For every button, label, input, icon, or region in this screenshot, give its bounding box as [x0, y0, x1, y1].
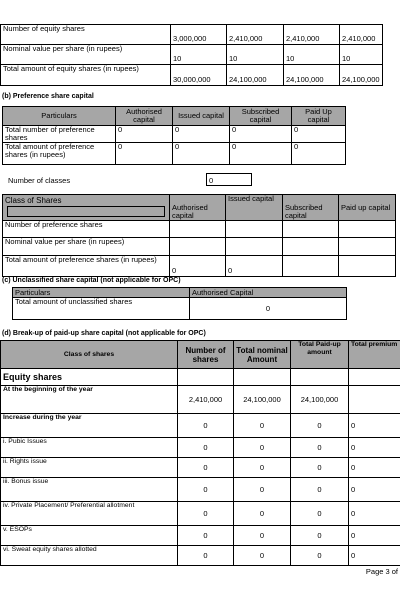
table-row: [1, 478, 400, 502]
table-row: [3, 221, 396, 238]
authorised-value: 30,000,000: [171, 65, 227, 86]
col-header-total-paid-up-amount: Total Paid-up amount: [291, 341, 349, 369]
number-of-shares-value: 0: [178, 414, 234, 438]
total-nominal-amount-value: 0: [234, 478, 291, 502]
table-row: [1, 25, 383, 45]
col-header-particulars: Particulars: [13, 288, 190, 298]
table-row: [3, 126, 346, 143]
subscribed-value: 24,100,000: [284, 65, 340, 86]
row-label: iii. Bonus issue: [1, 478, 178, 502]
table-header-row: [13, 288, 347, 298]
total-premium-value: 0: [349, 502, 400, 526]
class-of-shares-table: [2, 194, 396, 277]
issued-value: 10: [227, 45, 284, 65]
subscribed-value: [283, 221, 339, 238]
col-header-number-of-shares: Number of shares: [178, 341, 234, 369]
authorised-value: 0: [190, 298, 347, 320]
total-paid-up-value: 0: [291, 414, 349, 438]
table-row: [3, 256, 396, 277]
unclassified-capital-table: [12, 287, 347, 320]
subscribed-value: 2,410,000: [284, 25, 340, 45]
table-header-row: [3, 107, 346, 126]
subscribed-value: [283, 238, 339, 256]
paid-up-value: [339, 256, 396, 277]
subscribed-value: 0: [230, 126, 292, 143]
subscribed-value: [283, 256, 339, 277]
table-row: [1, 458, 400, 478]
total-premium-value: [349, 386, 400, 414]
total-premium-value: 0: [349, 478, 400, 502]
table-header-row: [1, 341, 400, 369]
number-of-shares-value: 0: [178, 526, 234, 546]
row-label: At the beginning of the year: [1, 386, 178, 414]
col-header-authorised: Authorised capital: [116, 107, 173, 126]
subscribed-value: 10: [284, 45, 340, 65]
preference-capital-table: [2, 106, 346, 165]
row-label: ii. Rights issue: [1, 458, 178, 478]
authorised-value: [170, 221, 226, 238]
col-header-subscribed: Subscribed capital: [230, 107, 292, 126]
subscribed-value: 0: [230, 143, 292, 165]
empty-cell: [178, 369, 234, 386]
col-header-paid-up: Paid Up capital: [292, 107, 346, 126]
issued-value: 24,100,000: [227, 65, 284, 86]
table-row: [1, 45, 383, 65]
total-nominal-amount-value: 0: [234, 526, 291, 546]
table-row: [1, 414, 400, 438]
col-header-issued: Issued capital: [226, 195, 283, 221]
class-of-shares-header-label: Class of Shares: [5, 196, 62, 205]
row-label: Total amount of equity shares (in rupees): [1, 65, 171, 86]
table-row: [1, 386, 400, 414]
row-label: Total amount of preference shares (in rupees): [3, 143, 116, 165]
paid-up-value: [339, 238, 396, 256]
col-header-particulars: Particulars: [3, 107, 116, 126]
total-nominal-amount-value: 0: [234, 414, 291, 438]
issued-value: 0: [173, 126, 230, 143]
table-row: [3, 238, 396, 256]
row-label: Number of preference shares: [3, 221, 170, 238]
number-of-shares-value: 2,410,000: [178, 386, 234, 414]
table-row: [1, 65, 383, 86]
table-row: [13, 298, 347, 320]
number-of-shares-value: 0: [178, 438, 234, 458]
preference-section-title: (b) Preference share capital: [2, 93, 94, 100]
breakup-rows: [1, 386, 400, 566]
row-label: Total amount of unclassified shares: [13, 298, 190, 320]
row-label: iv. Private Placement/ Preferential allotment: [1, 502, 178, 526]
number-of-shares-value: 0: [178, 502, 234, 526]
authorised-value: [170, 238, 226, 256]
row-label: vi. Sweat equity shares allotted: [1, 546, 178, 566]
total-paid-up-value: 0: [291, 438, 349, 458]
number-of-classes-input[interactable]: 0: [206, 173, 252, 186]
paid-up-breakup-table: [0, 340, 400, 566]
equity-shares-label: Equity shares: [1, 369, 178, 386]
total-nominal-amount-value: 0: [234, 458, 291, 478]
authorised-value: 0: [116, 126, 173, 143]
authorised-value: 10: [171, 45, 227, 65]
authorised-value: 0: [116, 143, 173, 165]
number-of-shares-value: 0: [178, 478, 234, 502]
number-of-shares-value: 0: [178, 546, 234, 566]
breakup-section-title: (d) Break-up of paid-up share capital (not applicable for OPC): [2, 330, 206, 337]
issued-value: [226, 238, 283, 256]
total-paid-up-value: 0: [291, 478, 349, 502]
col-header-issued: Issued capital: [173, 107, 230, 126]
issued-value: 2,410,000: [227, 25, 284, 45]
issued-value: 0: [173, 143, 230, 165]
col-header-class-of-shares: [3, 195, 170, 221]
row-label: Nominal value per share (in rupees): [1, 45, 171, 65]
total-paid-up-value: 0: [291, 546, 349, 566]
total-paid-up-value: 0: [291, 502, 349, 526]
total-premium-value: 0: [349, 414, 400, 438]
row-label: Increase during the year: [1, 414, 178, 438]
table-row: [1, 438, 400, 458]
issued-value: [226, 221, 283, 238]
total-nominal-amount-value: 0: [234, 502, 291, 526]
total-premium-value: 0: [349, 526, 400, 546]
empty-cell: [349, 369, 400, 386]
empty-cell: [291, 369, 349, 386]
issued-value: 0: [226, 256, 283, 277]
number-of-classes-label: Number of classes: [8, 176, 71, 185]
total-paid-up-value: 24,100,000: [291, 386, 349, 414]
row-label: Total amount of preference shares (in rupees): [3, 256, 170, 277]
col-header-class-of-shares: Class of shares: [1, 341, 178, 369]
total-premium-value: 0: [349, 546, 400, 566]
col-header-total-premium: Total premium: [349, 341, 400, 369]
total-nominal-amount-value: 24,100,000: [234, 386, 291, 414]
table-row: [3, 143, 346, 165]
total-nominal-amount-value: 0: [234, 546, 291, 566]
total-nominal-amount-value: 0: [234, 438, 291, 458]
row-label: Nominal value per share (in rupees): [3, 238, 170, 256]
paid-up-value: 24,100,000: [340, 65, 383, 86]
col-header-paid-up: Paid up capital: [339, 195, 396, 221]
paid-up-value: 10: [340, 45, 383, 65]
authorised-value: 0: [170, 256, 226, 277]
paid-up-value: 0: [292, 143, 346, 165]
total-paid-up-value: 0: [291, 526, 349, 546]
number-of-shares-value: 0: [178, 458, 234, 478]
equity-capital-table: [0, 24, 383, 86]
empty-cell: [234, 369, 291, 386]
unclassified-section-title: (c) Unclassified share capital (not applicable for OPC): [2, 277, 181, 284]
paid-up-value: 2,410,000: [340, 25, 383, 45]
paid-up-value: 0: [292, 126, 346, 143]
table-row: [1, 502, 400, 526]
total-paid-up-value: 0: [291, 458, 349, 478]
col-header-subscribed: Subscribed capital: [283, 195, 339, 221]
table-row: [1, 369, 400, 386]
col-header-authorised: Authorised capital: [170, 195, 226, 221]
total-premium-value: 0: [349, 458, 400, 478]
table-header-row: [3, 195, 396, 221]
table-row: [1, 546, 400, 566]
row-label: v. ESOPs: [1, 526, 178, 546]
row-label: Number of equity shares: [1, 25, 171, 45]
row-label: i. Pubic Issues: [1, 438, 178, 458]
table-row: [1, 526, 400, 546]
total-premium-value: 0: [349, 438, 400, 458]
col-header-total-nominal-amount: Total nominal Amount: [234, 341, 291, 369]
page-number: Page 3 of: [365, 567, 398, 576]
class-of-shares-input[interactable]: [7, 206, 165, 217]
paid-up-value: [339, 221, 396, 238]
authorised-value: 3,000,000: [171, 25, 227, 45]
col-header-authorised: Authorised Capital: [190, 288, 347, 298]
row-label: Total number of preference shares: [3, 126, 116, 143]
